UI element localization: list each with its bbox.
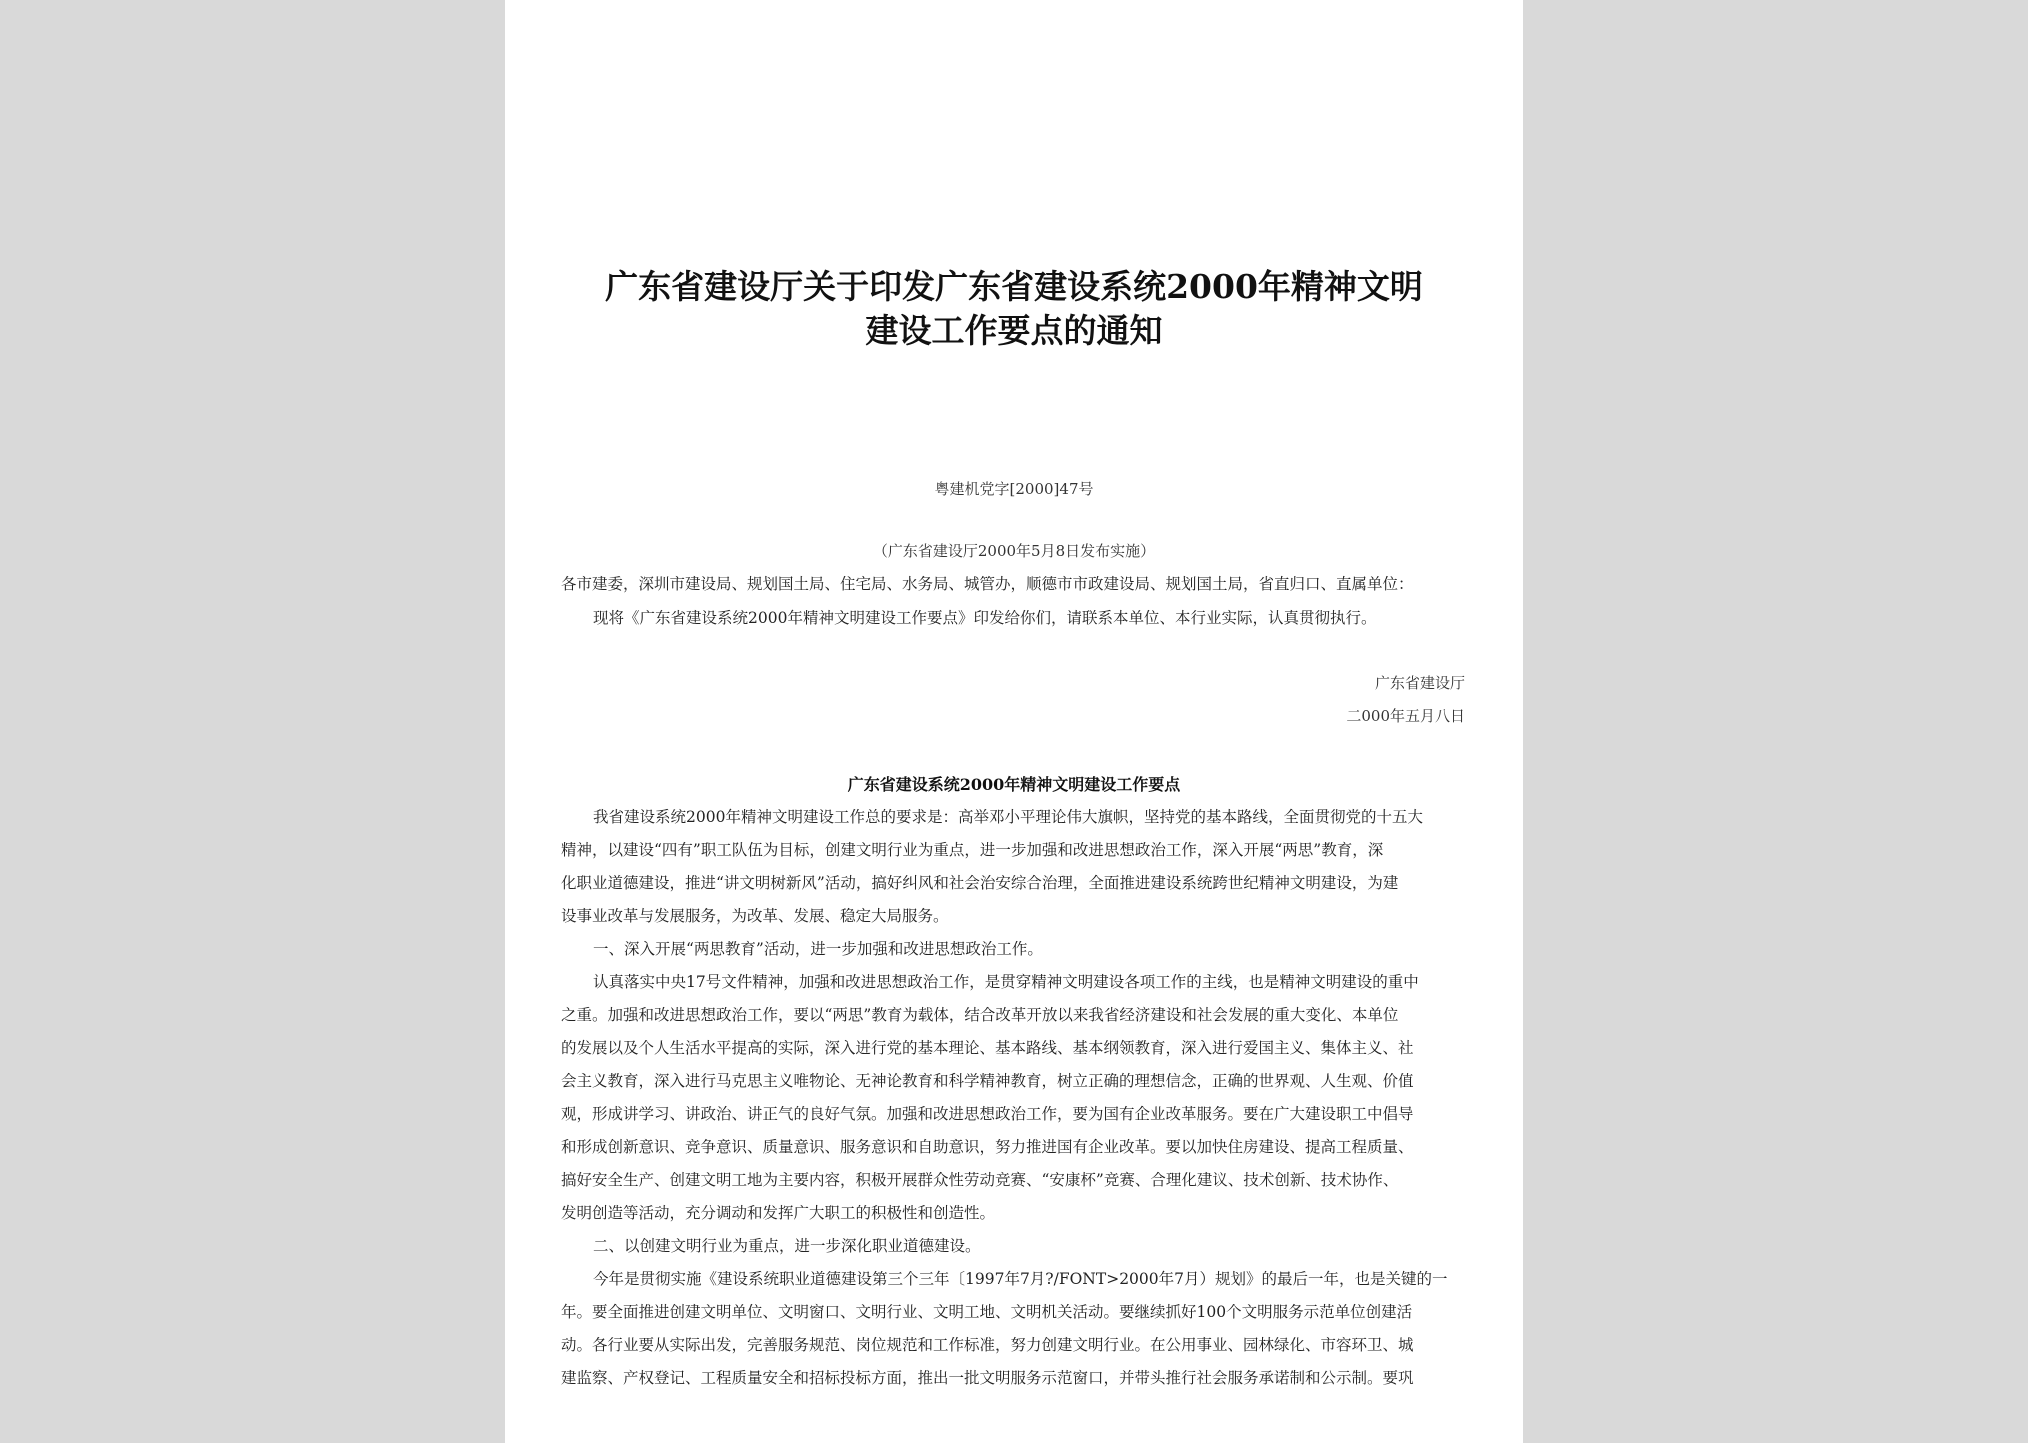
- issuer-signature: 广东省建设厅: [1374, 674, 1465, 692]
- body-line: 发明创造等活动，充分调动和发挥广大职工的积极性和创造性。: [561, 1204, 996, 1222]
- body-line: 精神，以建设“四有”职工队伍为目标，创建文明行业为重点，进一步加强和改进思想政治工作，深入开展“两思”教育，深: [561, 841, 1384, 859]
- issue-date: 二000年五月八日: [1346, 707, 1465, 725]
- body-line: 建监察、产权登记、工程质量安全和招标投标方面，推出一批文明服务示范窗口，并带头推行社会服务承诺制和公示制。要巩: [561, 1369, 1414, 1387]
- body-line: 观，形成讲学习、讲政治、讲正气的良好气氛。加强和改进思想政治工作，要为国有企业改革服务。要在广大建设职工中倡导: [561, 1105, 1414, 1123]
- document-page: [505, 0, 1523, 1443]
- body-line: 和形成创新意识、竞争意识、质量意识、服务意识和自助意识，努力推进国有企业改革。要以加快住房建设、提高工程质量、: [561, 1138, 1414, 1156]
- body-line: 认真落实中央17号文件精神，加强和改进思想政治工作，是贯穿精神文明建设各项工作的主线，也是精神文明建设的重中: [593, 973, 1419, 991]
- body-line: 化职业道德建设，推进“讲文明树新风”活动，搞好纠风和社会治安综合治理，全面推进建设系统跨世纪精神文明建设，为建: [561, 874, 1399, 892]
- section-heading: 一、深入开展“两思教育”活动，进一步加强和改进思想政治工作。: [593, 940, 1043, 958]
- body-line: 会主义教育，深入进行马克思主义唯物论、无神论教育和科学精神教育，树立正确的理想信念，正确的世界观、人生观、价值: [561, 1072, 1414, 1090]
- body-line: 动。各行业要从实际出发，完善服务规范、岗位规范和工作标准，努力创建文明行业。在公用事业、园林绿化、市容环卫、城: [561, 1336, 1414, 1354]
- section-subtitle: 广东省建设系统2000年精神文明建设工作要点: [847, 775, 1181, 794]
- section-heading: 二、以创建文明行业为重点，进一步深化职业道德建设。: [593, 1237, 981, 1255]
- body-line: 今年是贯彻实施《建设系统职业道德建设第三个三年〔1997年7月?/FONT>2000年7月）规划》的最后一年，也是关键的一: [593, 1270, 1448, 1288]
- issue-note: （广东省建设厅2000年5月8日发布实施）: [872, 542, 1156, 560]
- intro-paragraph: 现将《广东省建设系统2000年精神文明建设工作要点》印发给你们，请联系本单位、本行业实际，认真贯彻执行。: [593, 609, 1377, 627]
- body-line: 年。要全面推进创建文明单位、文明窗口、文明行业、文明工地、文明机关活动。要继续抓好100个文明服务示范单位创建活: [561, 1303, 1413, 1321]
- body-line: 搞好安全生产、创建文明工地为主要内容，积极开展群众性劳动竞赛、“安康杯”竞赛、合理化建议、技术创新、技术协作、: [561, 1171, 1399, 1189]
- document-title-line-1: 广东省建设厅关于印发广东省建设系统2000年精神文明: [605, 267, 1423, 306]
- body-line: 设事业改革与发展服务，为改革、发展、稳定大局服务。: [561, 907, 949, 925]
- document-number: 粤建机党字[2000]47号: [934, 480, 1094, 498]
- body-line: 之重。加强和改进思想政治工作，要以“两思”教育为载体，结合改革开放以来我省经济建设和社会发展的重大变化、本单位: [561, 1006, 1399, 1024]
- document-title-line-2: 建设工作要点的通知: [865, 311, 1163, 350]
- addressees: 各市建委，深圳市建设局、规划国土局、住宅局、水务局、城管办，顺德市市政建设局、规划国土局，省直归口、直属单位：: [561, 575, 1414, 593]
- body-line: 的发展以及个人生活水平提高的实际，深入进行党的基本理论、基本路线、基本纲领教育，深入进行爱国主义、集体主义、社: [561, 1039, 1414, 1057]
- body-line: 我省建设系统2000年精神文明建设工作总的要求是：高举邓小平理论伟大旗帜，坚持党的基本路线，全面贯彻党的十五大: [593, 808, 1423, 826]
